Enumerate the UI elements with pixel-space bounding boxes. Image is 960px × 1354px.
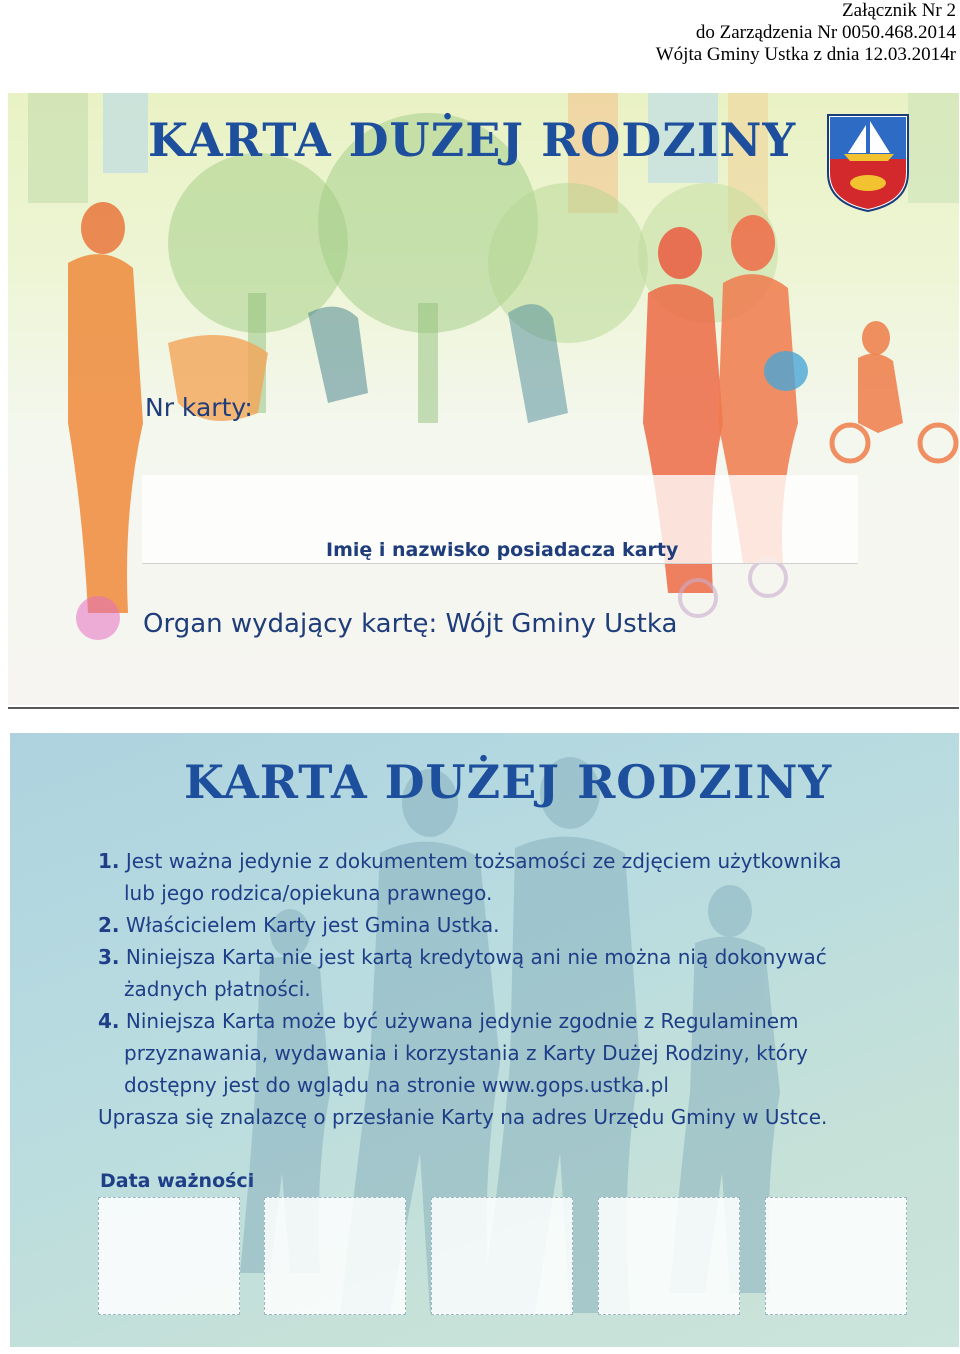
validity-label: Data ważności <box>100 1170 255 1192</box>
issuer-text: Organ wydający kartę: Wójt Gminy Ustka <box>143 609 678 639</box>
ustka-coat-of-arms-icon <box>826 113 910 213</box>
rule-item-2: 2. Właścicielem Karty jest Gmina Ustka. <box>98 913 500 937</box>
validity-box-5 <box>765 1197 907 1315</box>
card-number-label: Nr karty: <box>145 393 253 422</box>
card-rules <box>98 845 898 1133</box>
card-front <box>8 93 959 705</box>
validity-box-4 <box>598 1197 740 1315</box>
rule-item-4-cont-2: dostępny jest do wglądu na stronie www.gops.ustka.pl <box>124 1073 669 1097</box>
front-card-title: KARTA DUŻEJ RODZINY <box>148 113 797 167</box>
validity-box-1 <box>98 1197 240 1315</box>
document-header <box>656 0 956 66</box>
rule-item-4: 4. Niniejsza Karta może być używana jedynie zgodnie z Regulaminem <box>98 1009 799 1033</box>
header-line-1: Załącznik Nr 2 <box>842 0 956 21</box>
rule-item-4-cont-1: przyznawania, wydawania i korzystania z Karty Dużej Rodziny, który <box>124 1041 808 1065</box>
finder-request: Uprasza się znalazcę o przesłanie Karty na adres Urzędu Gminy w Ustce. <box>98 1105 828 1129</box>
card-divider <box>8 707 959 709</box>
card-back <box>10 733 959 1347</box>
rule-item-3-cont: żadnych płatności. <box>124 977 311 1001</box>
validity-box-2 <box>264 1197 406 1315</box>
validity-box-3 <box>431 1197 573 1315</box>
header-line-2: do Zarządzenia Nr 0050.468.2014 <box>695 22 956 43</box>
rule-item-3: 3. Niniejsza Karta nie jest kartą kredytową ani nie można nią dokonywać <box>98 945 827 969</box>
header-line-3: Wójta Gminy Ustka z dnia 12.03.2014r <box>655 44 956 65</box>
rule-item-1-cont: lub jego rodzica/opiekuna prawnego. <box>124 881 493 905</box>
back-card-title: KARTA DUŻEJ RODZINY <box>184 755 833 809</box>
rule-item-1: 1. Jest ważna jedynie z dokumentem tożsamości ze zdjęciem użytkownika <box>98 849 842 873</box>
holder-name-label: Imię i nazwisko posiadacza karty <box>326 539 679 561</box>
